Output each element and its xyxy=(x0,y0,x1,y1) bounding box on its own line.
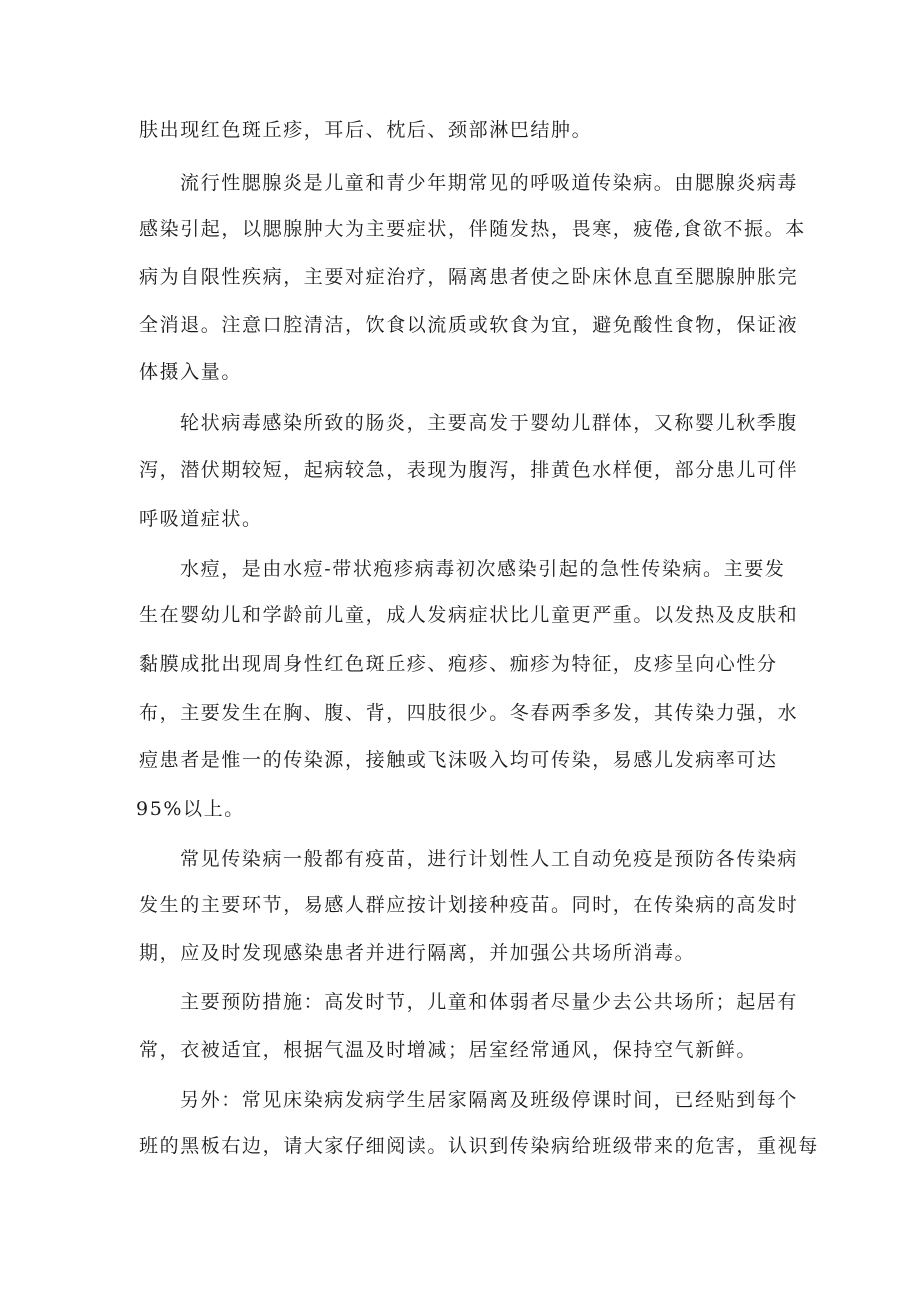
text-line: 轮状病毒感染所致的肠炎，主要高发于婴幼儿群体，又称婴儿秋季腹 xyxy=(180,412,799,434)
text-line: 常，衣被适宜，根据气温及时增减；居室经常通风，保持空气新鲜。 xyxy=(139,1039,758,1061)
text-line: 泻，潜伏期较短，起病较急，表现为腹泻，排黄色水样便，部分患儿可伴 xyxy=(139,459,799,481)
text-line: 期，应及时发现感染患者并进行隔离，并加强公共场所消毒。 xyxy=(139,942,696,964)
text-line: 体摄入量。 xyxy=(139,361,243,383)
text-line: 流行性腮腺炎是儿童和青少年期常见的呼吸道传染病。由腮腺炎病毒 xyxy=(180,172,799,194)
text-line: 班的黑板右边，请大家仔细阅读。认识到传染病给班级带来的危害，重视每 xyxy=(139,1135,819,1157)
text-line: 发生的主要环节，易感人群应按计划接种疫苗。同时，在传染病的高发时 xyxy=(139,894,799,916)
text-line: 水痘，是由水痘-带状疱疹病毒初次感染引起的急性传染病。主要发 xyxy=(180,558,786,580)
text-line: 主要预防措施：高发时节，儿童和体弱者尽量少去公共场所；起居有 xyxy=(180,991,799,1013)
text-line: 另外：常见床染病发病学生居家隔离及班级停课时间，已经贴到每个 xyxy=(180,1089,799,1111)
text-line: 全消退。注意口腔清洁，饮食以流质或软食为宜，避免酸性食物，保证液 xyxy=(139,314,799,336)
text-line: 痘患者是惟一的传染源，接触或飞沫吸入均可传染，易感儿发病率可达 xyxy=(139,749,778,771)
text-line: 感染引起，以腮腺肿大为主要症状，伴随发热，畏寒，疲倦,食欲不振。本 xyxy=(139,218,806,240)
text-line: 95%以上。 xyxy=(136,798,245,820)
text-line: 生在婴幼儿和学龄前儿童，成人发病症状比儿童更严重。以发热及皮肤和 xyxy=(139,604,799,626)
text-line: 常见传染病一般都有疫苗，进行计划性人工自动免疫是预防各传染病 xyxy=(180,848,799,870)
text-line: 肤出现红色斑丘疹，耳后、枕后、颈部淋巴结肿。 xyxy=(139,119,593,141)
text-line: 黏膜成批出现周身性红色斑丘疹、疱疹、痂疹为特征，皮疹呈向心性分 xyxy=(139,653,778,675)
text-line: 布，主要发生在胸、腹、背，四肢很少。冬春两季多发，其传染力强，水 xyxy=(139,702,799,724)
text-line: 呼吸道症状。 xyxy=(139,508,263,530)
text-line: 病为自限性疾病，主要对症治疗，隔离患者使之卧床休息直至腮腺肿胀完 xyxy=(139,266,799,288)
